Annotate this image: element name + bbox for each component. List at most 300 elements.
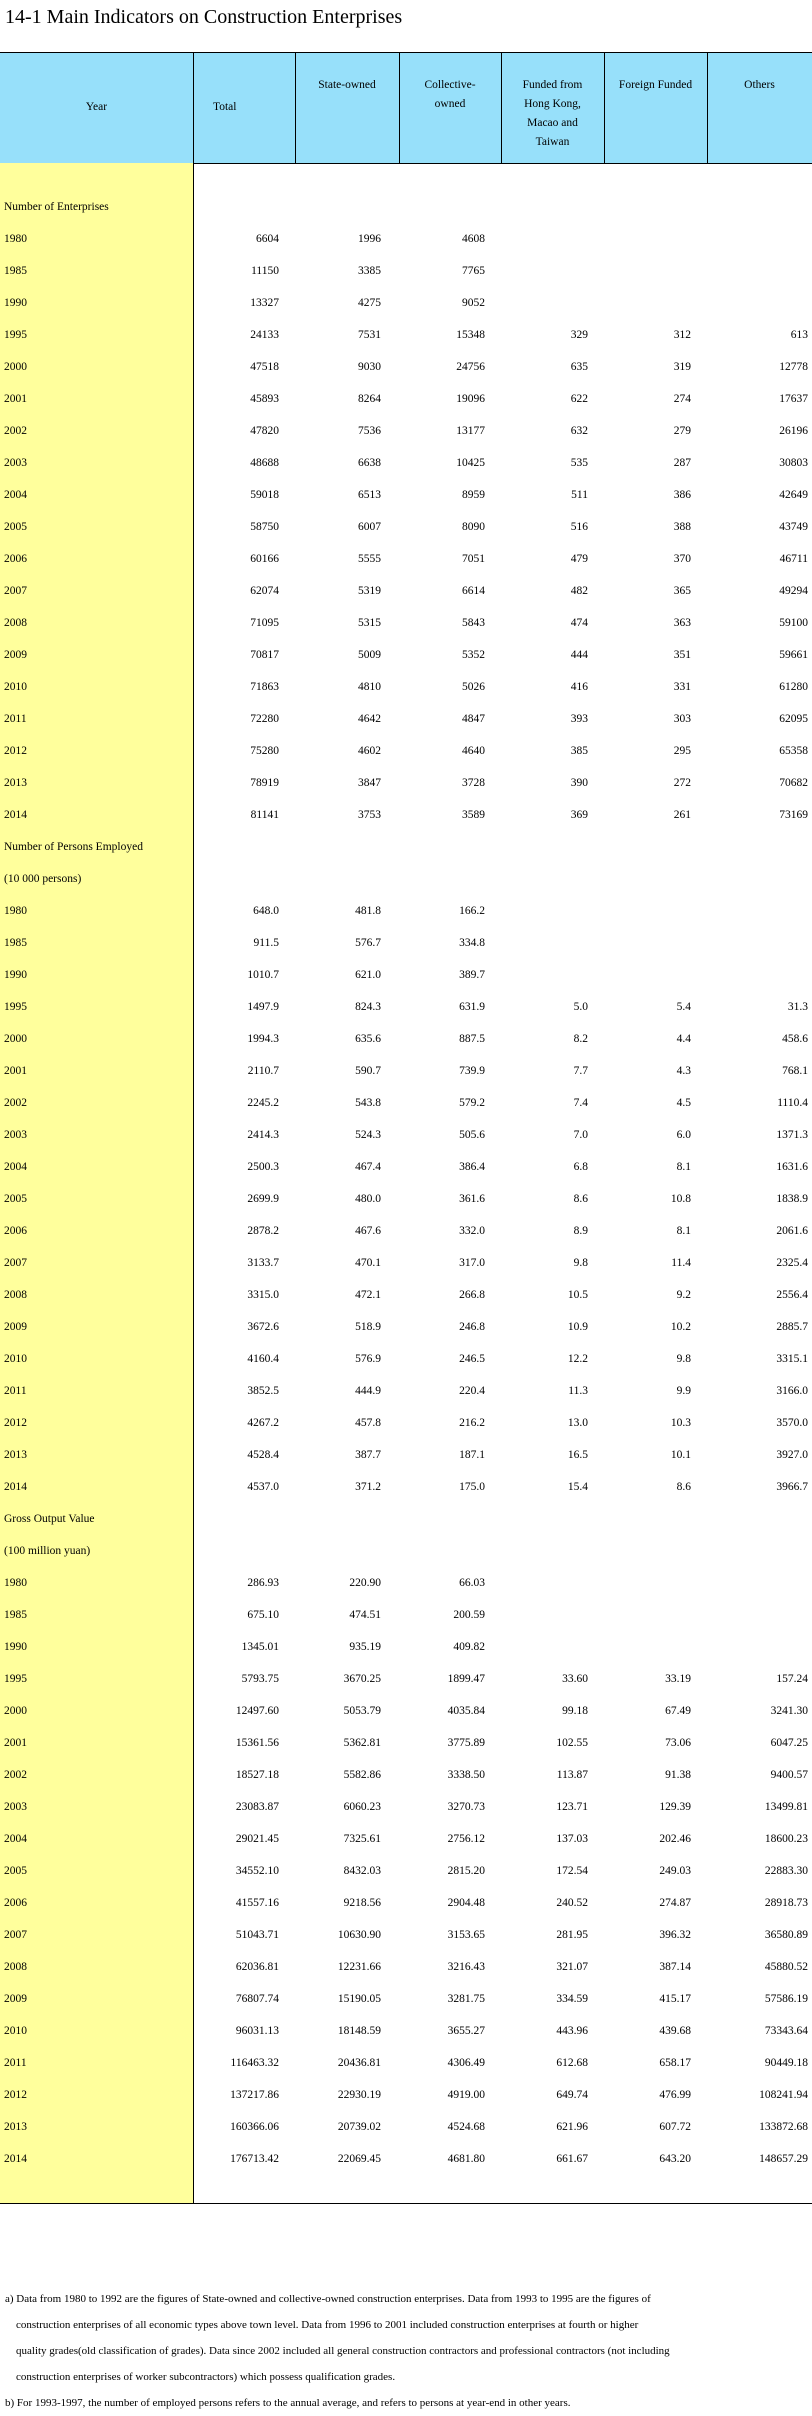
collective-cell: 361.6 (459, 1193, 485, 1205)
hmt-cell: 10.5 (567, 1289, 588, 1301)
year-cell: 2004 (4, 1833, 27, 1845)
hmt-cell: 474 (570, 617, 588, 629)
total-cell: 12497.60 (235, 1705, 279, 1717)
collective-cell: 887.5 (459, 1033, 485, 1045)
total-cell: 78919 (250, 777, 279, 789)
collective-cell: 220.4 (459, 1385, 485, 1397)
total-cell: 18527.18 (235, 1769, 279, 1781)
foreign-cell: 4.3 (676, 1065, 691, 1077)
others-cell: 2556.4 (776, 1289, 808, 1301)
foreign-cell: 331 (673, 681, 691, 693)
others-cell: 613 (790, 329, 808, 341)
table-row (0, 385, 812, 417)
table-row (0, 1889, 812, 1921)
foreign-cell: 249.03 (659, 1865, 691, 1877)
header-total (193, 53, 295, 163)
foreign-cell: 351 (673, 649, 691, 661)
hmt-cell: 511 (571, 489, 588, 501)
state-owned-cell: 387.7 (355, 1449, 381, 1461)
total-cell: 3672.6 (247, 1321, 279, 1333)
hmt-cell: 329 (570, 329, 588, 341)
table-row (0, 289, 812, 321)
section-label-row (0, 193, 812, 225)
collective-cell: 3270.73 (447, 1801, 485, 1813)
hmt-cell: 172.54 (556, 1865, 588, 1877)
year-cell: 2010 (4, 2025, 27, 2037)
total-cell: 3133.7 (247, 1257, 279, 1269)
year-cell: 2000 (4, 1033, 27, 1045)
year-cell: 2013 (4, 777, 27, 789)
foreign-cell: 370 (673, 553, 691, 565)
foreign-cell: 363 (673, 617, 691, 629)
total-cell: 13327 (250, 297, 279, 309)
year-cell: 2011 (4, 2057, 27, 2069)
others-cell: 3966.7 (776, 1481, 808, 1493)
others-cell: 3927.0 (776, 1449, 808, 1461)
others-cell: 3315.1 (776, 1353, 808, 1365)
hmt-cell: 12.2 (567, 1353, 588, 1365)
header-total-label: Total (213, 101, 237, 113)
table-row (0, 577, 812, 609)
table-row (0, 769, 812, 801)
section-label: Number of Persons Employed (4, 841, 143, 853)
year-cell: 2003 (4, 457, 27, 469)
others-cell: 2325.4 (776, 1257, 808, 1269)
table-row (0, 1313, 812, 1345)
collective-cell: 175.0 (459, 1481, 485, 1493)
total-cell: 23083.87 (235, 1801, 279, 1813)
state-owned-cell: 518.9 (355, 1321, 381, 1333)
year-cell: 2003 (4, 1801, 27, 1813)
table-row (0, 1793, 812, 1825)
hmt-cell: 7.7 (573, 1065, 588, 1077)
collective-cell: 4608 (462, 233, 485, 245)
footnote-line: b) For 1993-1997, the number of employed persons refers to the annual average, and refers to persons at year-end in other years. (5, 2397, 571, 2409)
foreign-cell: 295 (673, 745, 691, 757)
collective-cell: 19096 (456, 393, 485, 405)
state-owned-cell: 22069.45 (337, 2153, 381, 2165)
table-row (0, 417, 812, 449)
year-cell: 1990 (4, 297, 27, 309)
year-cell: 1990 (4, 969, 27, 981)
table-row (0, 1185, 812, 1217)
table-row (0, 1825, 812, 1857)
total-cell: 5793.75 (241, 1673, 279, 1685)
total-cell: 75280 (250, 745, 279, 757)
year-cell: 2014 (4, 809, 27, 821)
total-cell: 34552.10 (235, 1865, 279, 1877)
total-cell: 58750 (250, 521, 279, 533)
year-cell: 2010 (4, 681, 27, 693)
foreign-cell: 11.4 (671, 1257, 691, 1269)
total-cell: 59018 (250, 489, 279, 501)
section-label: Gross Output Value (4, 1513, 95, 1525)
hmt-cell: 334.59 (556, 1993, 588, 2005)
foreign-cell: 33.19 (665, 1673, 691, 1685)
collective-cell: 4847 (462, 713, 485, 725)
total-cell: 62074 (250, 585, 279, 597)
year-cell: 2012 (4, 745, 27, 757)
state-owned-cell: 5009 (358, 649, 381, 661)
total-cell: 29021.45 (235, 1833, 279, 1845)
total-cell: 24133 (250, 329, 279, 341)
year-cell: 2005 (4, 521, 27, 533)
others-cell: 157.24 (776, 1673, 808, 1685)
collective-cell: 8959 (462, 489, 485, 501)
year-cell: 2000 (4, 1705, 27, 1717)
hmt-cell: 113.87 (556, 1769, 588, 1781)
foreign-cell: 388 (673, 521, 691, 533)
state-owned-cell: 5319 (358, 585, 381, 597)
table-row (0, 2113, 812, 2145)
collective-cell: 4524.68 (447, 2121, 485, 2133)
total-cell: 2245.2 (247, 1097, 279, 1109)
state-owned-cell: 9218.56 (343, 1897, 381, 1909)
collective-cell: 8090 (462, 521, 485, 533)
collective-cell: 6614 (462, 585, 485, 597)
others-cell: 18600.23 (764, 1833, 808, 1845)
collective-cell: 4035.84 (447, 1705, 485, 1717)
year-cell: 2005 (4, 1193, 27, 1205)
foreign-cell: 10.2 (670, 1321, 691, 1333)
others-cell: 46711 (779, 553, 808, 565)
header-hmt-line-2: Hong Kong, (524, 98, 581, 110)
others-cell: 28918.73 (764, 1897, 808, 1909)
total-cell: 2110.7 (247, 1065, 279, 1077)
total-cell: 286.93 (247, 1577, 279, 1589)
year-cell: 2011 (4, 713, 27, 725)
collective-cell: 334.8 (459, 937, 485, 949)
hmt-cell: 11.3 (568, 1385, 588, 1397)
total-cell: 648.0 (253, 905, 279, 917)
foreign-cell: 607.72 (659, 2121, 691, 2133)
hmt-cell: 632 (570, 425, 588, 437)
hmt-cell: 13.0 (567, 1417, 588, 1429)
header-state-label: State-owned (318, 79, 376, 91)
others-cell: 65358 (779, 745, 808, 757)
total-cell: 4528.4 (247, 1449, 279, 1461)
year-cell: 1985 (4, 265, 27, 277)
table-row (0, 801, 812, 833)
others-cell: 59100 (779, 617, 808, 629)
others-cell: 2885.7 (776, 1321, 808, 1333)
table-row (0, 1697, 812, 1729)
collective-cell: 3589 (462, 809, 485, 821)
total-cell: 4160.4 (247, 1353, 279, 1365)
total-cell: 45893 (250, 393, 279, 405)
others-cell: 17637 (779, 393, 808, 405)
table-row (0, 1729, 812, 1761)
others-cell: 73169 (779, 809, 808, 821)
others-cell: 133872.68 (759, 2121, 808, 2133)
state-owned-cell: 7325.61 (343, 1833, 381, 1845)
state-owned-cell: 6638 (358, 457, 381, 469)
state-owned-cell: 590.7 (355, 1065, 381, 1077)
others-cell: 3241.30 (770, 1705, 808, 1717)
table-row (0, 737, 812, 769)
total-cell: 71863 (250, 681, 279, 693)
year-cell: 2006 (4, 1897, 27, 1909)
year-cell: 1990 (4, 1641, 27, 1653)
hmt-cell: 482 (570, 585, 588, 597)
header-year-label: Year (85, 101, 108, 113)
table-row (0, 673, 812, 705)
collective-cell: 4681.80 (447, 2153, 485, 2165)
state-owned-cell: 7536 (358, 425, 381, 437)
hmt-cell: 321.07 (556, 1961, 588, 1973)
table-row (0, 1953, 812, 1985)
table-row (0, 353, 812, 385)
foreign-cell: 386 (673, 489, 691, 501)
total-cell: 4267.2 (247, 1417, 279, 1429)
state-owned-cell: 621.0 (355, 969, 381, 981)
hmt-cell: 8.2 (573, 1033, 588, 1045)
total-cell: 1345.01 (241, 1641, 279, 1653)
year-cell: 2002 (4, 425, 27, 437)
year-cell: 2008 (4, 1961, 27, 1973)
foreign-cell: 73.06 (665, 1737, 691, 1749)
table-row (0, 2017, 812, 2049)
total-cell: 137217.86 (230, 2089, 279, 2101)
total-cell: 3315.0 (247, 1289, 279, 1301)
hmt-cell: 369 (570, 809, 588, 821)
state-owned-cell: 5362.81 (343, 1737, 381, 1749)
table-row (0, 449, 812, 481)
table-row (0, 1985, 812, 2017)
state-owned-cell: 474.51 (349, 1609, 381, 1621)
year-cell: 2007 (4, 1257, 27, 1269)
collective-cell: 3338.50 (447, 1769, 485, 1781)
total-cell: 70817 (250, 649, 279, 661)
header-foreign-label: Foreign Funded (618, 79, 693, 91)
state-owned-cell: 6513 (358, 489, 381, 501)
collective-cell: 216.2 (459, 1417, 485, 1429)
total-cell: 1497.9 (247, 1001, 279, 1013)
state-owned-cell: 543.8 (355, 1097, 381, 1109)
foreign-cell: 8.6 (676, 1481, 691, 1493)
year-cell: 2013 (4, 1449, 27, 1461)
year-cell: 2001 (4, 1065, 27, 1077)
state-owned-cell: 824.3 (355, 1001, 381, 1013)
foreign-cell: 9.8 (676, 1353, 691, 1365)
table-row (0, 1025, 812, 1057)
year-cell: 2007 (4, 1929, 27, 1941)
year-cell: 2002 (4, 1097, 27, 1109)
state-owned-cell: 4602 (358, 745, 381, 757)
total-cell: 81141 (250, 809, 279, 821)
state-owned-cell: 5582.86 (343, 1769, 381, 1781)
collective-cell: 3281.75 (447, 1993, 485, 2005)
table-header (0, 53, 812, 163)
collective-cell: 166.2 (459, 905, 485, 917)
header-collective-owned (399, 53, 501, 163)
table-row (0, 1633, 812, 1665)
others-cell: 61280 (779, 681, 808, 693)
year-cell: 1980 (4, 233, 27, 245)
collective-cell: 4640 (462, 745, 485, 757)
total-cell: 51043.71 (235, 1929, 279, 1941)
year-cell: 2014 (4, 2153, 27, 2165)
foreign-cell: 91.38 (665, 1769, 691, 1781)
total-cell: 71095 (250, 617, 279, 629)
collective-cell: 5026 (462, 681, 485, 693)
total-cell: 6604 (256, 233, 279, 245)
foreign-cell: 643.20 (659, 2153, 691, 2165)
collective-cell: 5352 (462, 649, 485, 661)
year-cell: 2006 (4, 1225, 27, 1237)
table-title: 14-1 Main Indicators on Construction Enterprises (5, 6, 403, 28)
foreign-cell: 9.9 (676, 1385, 691, 1397)
others-cell: 2061.6 (776, 1225, 808, 1237)
collective-cell: 10425 (456, 457, 485, 469)
state-owned-cell: 5053.79 (343, 1705, 381, 1717)
hmt-cell: 281.95 (556, 1929, 588, 1941)
collective-cell: 389.7 (459, 969, 485, 981)
section-label-row (0, 1537, 812, 1569)
hmt-cell: 444 (570, 649, 588, 661)
hmt-cell: 612.68 (556, 2057, 588, 2069)
year-cell: 1995 (4, 1001, 27, 1013)
total-cell: 2878.2 (247, 1225, 279, 1237)
table-row (0, 1409, 812, 1441)
collective-cell: 3728 (462, 777, 485, 789)
others-cell: 42649 (779, 489, 808, 501)
state-owned-cell: 4810 (358, 681, 381, 693)
collective-cell: 3655.27 (447, 2025, 485, 2037)
state-owned-cell: 524.3 (355, 1129, 381, 1141)
foreign-cell: 365 (673, 585, 691, 597)
state-owned-cell: 371.2 (355, 1481, 381, 1493)
total-cell: 47820 (250, 425, 279, 437)
collective-cell: 2904.48 (447, 1897, 485, 1909)
table-row (0, 481, 812, 513)
state-owned-cell: 3847 (358, 777, 381, 789)
collective-cell: 66.03 (459, 1577, 485, 1589)
total-cell: 76807.74 (235, 1993, 279, 2005)
foreign-cell: 387.14 (659, 1961, 691, 1973)
others-cell: 1110.4 (777, 1097, 808, 1109)
collective-cell: 9052 (462, 297, 485, 309)
year-cell: 2010 (4, 1353, 27, 1365)
collective-cell: 246.5 (459, 1353, 485, 1365)
state-owned-cell: 444.9 (355, 1385, 381, 1397)
collective-cell: 15348 (456, 329, 485, 341)
others-cell: 1631.6 (776, 1161, 808, 1173)
table-row (0, 257, 812, 289)
hmt-cell: 535 (570, 457, 588, 469)
table-row (0, 1217, 812, 1249)
section-label-row (0, 865, 812, 897)
hmt-cell: 102.55 (556, 1737, 588, 1749)
hmt-cell: 15.4 (567, 1481, 588, 1493)
collective-cell: 386.4 (459, 1161, 485, 1173)
state-owned-cell: 8432.03 (343, 1865, 381, 1877)
others-cell: 36580.89 (764, 1929, 808, 1941)
state-owned-cell: 1996 (358, 233, 381, 245)
total-cell: 2699.9 (247, 1193, 279, 1205)
total-cell: 911.5 (253, 937, 279, 949)
table-row (0, 1089, 812, 1121)
state-owned-cell: 457.8 (355, 1417, 381, 1429)
others-cell: 57586.19 (764, 1993, 808, 2005)
hmt-cell: 16.5 (567, 1449, 588, 1461)
total-cell: 2414.3 (247, 1129, 279, 1141)
year-cell: 2001 (4, 1737, 27, 1749)
section-label: Number of Enterprises (4, 201, 109, 213)
table-row (0, 1857, 812, 1889)
year-cell: 2013 (4, 2121, 27, 2133)
others-cell: 49294 (779, 585, 808, 597)
hmt-cell: 5.0 (573, 1001, 588, 1013)
year-cell: 2008 (4, 617, 27, 629)
total-cell: 675.10 (247, 1609, 279, 1621)
hmt-cell: 8.9 (573, 1225, 588, 1237)
others-cell: 31.3 (787, 1001, 808, 1013)
table-row (0, 929, 812, 961)
year-cell: 1995 (4, 1673, 27, 1685)
hmt-cell: 393 (570, 713, 588, 725)
year-cell: 2001 (4, 393, 27, 405)
table-row (0, 1921, 812, 1953)
table-row (0, 1249, 812, 1281)
year-cell: 2004 (4, 1161, 27, 1173)
state-owned-cell: 220.90 (349, 1577, 381, 1589)
others-cell: 12778 (779, 361, 808, 373)
others-cell: 22883.30 (764, 1865, 808, 1877)
hmt-cell: 99.18 (562, 1705, 588, 1717)
header-collective-line-2: owned (434, 98, 466, 110)
state-owned-cell: 480.0 (355, 1193, 381, 1205)
collective-cell: 13177 (456, 425, 485, 437)
hmt-cell: 479 (570, 553, 588, 565)
foreign-cell: 129.39 (659, 1801, 691, 1813)
collective-cell: 317.0 (459, 1257, 485, 1269)
others-cell: 26196 (779, 425, 808, 437)
others-cell: 3570.0 (776, 1417, 808, 1429)
table-row (0, 321, 812, 353)
year-cell: 2009 (4, 1993, 27, 2005)
header-divider (295, 53, 296, 163)
collective-cell: 2756.12 (447, 1833, 485, 1845)
collective-cell: 739.9 (459, 1065, 485, 1077)
total-cell: 60166 (250, 553, 279, 565)
total-cell: 160366.06 (230, 2121, 279, 2133)
header-others-label: Others (744, 79, 775, 91)
total-cell: 11150 (251, 265, 279, 277)
hmt-cell: 9.8 (573, 1257, 588, 1269)
state-owned-cell: 3670.25 (343, 1673, 381, 1685)
hmt-cell: 635 (570, 361, 588, 373)
table-row (0, 1761, 812, 1793)
table-row (0, 1601, 812, 1633)
others-cell: 73343.64 (764, 2025, 808, 2037)
state-owned-cell: 20739.02 (337, 2121, 381, 2133)
foreign-cell: 67.49 (665, 1705, 691, 1717)
state-owned-cell: 635.6 (355, 1033, 381, 1045)
hmt-cell: 6.8 (573, 1161, 588, 1173)
collective-cell: 2815.20 (447, 1865, 485, 1877)
state-owned-cell: 5315 (358, 617, 381, 629)
foreign-cell: 287 (673, 457, 691, 469)
others-cell: 43749 (779, 521, 808, 533)
state-owned-cell: 7531 (358, 329, 381, 341)
header-hmt-line-1: Funded from (522, 79, 583, 91)
others-cell: 90449.18 (764, 2057, 808, 2069)
collective-cell: 7051 (462, 553, 485, 565)
foreign-cell: 274 (673, 393, 691, 405)
others-cell: 1838.9 (776, 1193, 808, 1205)
collective-cell: 3153.65 (447, 1929, 485, 1941)
